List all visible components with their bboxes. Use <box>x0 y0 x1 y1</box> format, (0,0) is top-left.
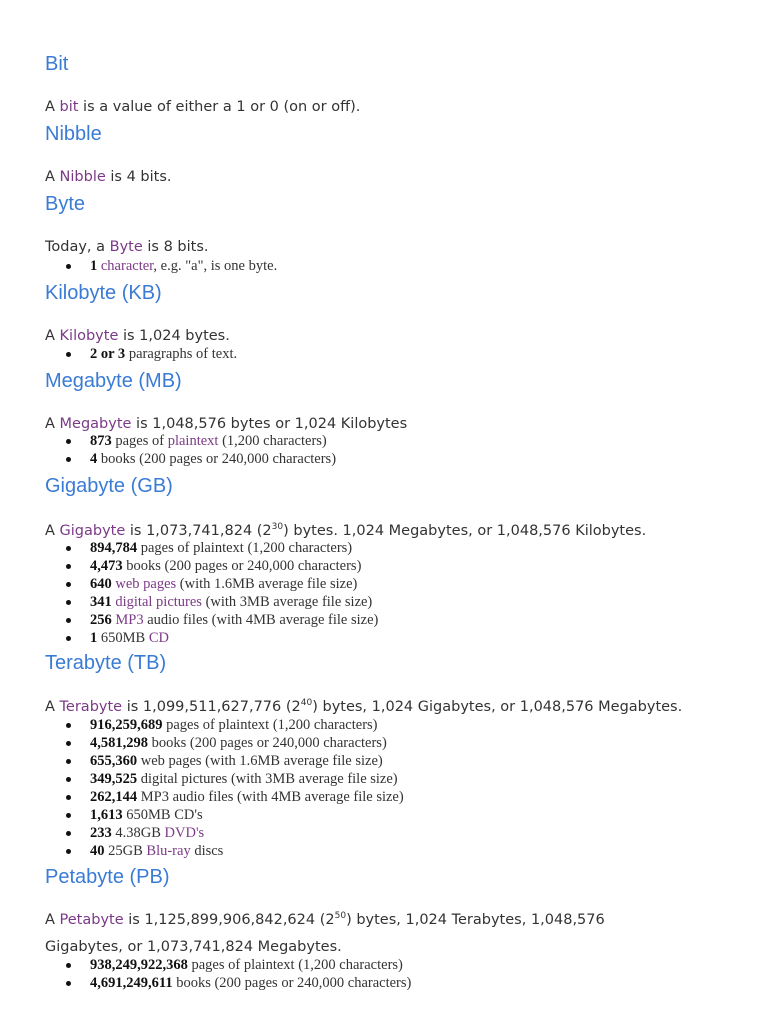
list-byte <box>65 257 277 275</box>
link-cd[interactable]: CD <box>148 630 169 646</box>
text: A <box>45 523 60 539</box>
item-number: 655,360 <box>90 753 138 769</box>
exponent: 40 <box>300 698 313 709</box>
item-text: digital pictures (with 3MB average file size) <box>137 771 398 787</box>
item-number: 916,259,689 <box>90 717 163 733</box>
item-number: 4,581,298 <box>90 735 148 751</box>
paragraph-petabyte-continued: Gigabytes, or 1,073,741,824 Megabytes. <box>45 939 342 955</box>
item-number: 640 <box>90 576 112 592</box>
list-item <box>65 575 378 593</box>
heading-terabyte: Terabyte (TB) <box>45 652 167 674</box>
item-number: 40 <box>90 843 105 859</box>
item-number: 2 or 3 <box>90 346 126 362</box>
link-petabyte[interactable]: Petabyte <box>59 912 124 928</box>
heading-petabyte: Petabyte (PB) <box>45 866 170 888</box>
heading-gigabyte: Gigabyte (GB) <box>45 475 173 497</box>
item-number: 1 <box>90 630 98 646</box>
item-text: pages of plaintext (1,200 characters) <box>162 717 378 733</box>
text: ) bytes. 1,024 Megabytes, or 1,048,576 Kilobytes. <box>283 523 647 539</box>
text: A <box>45 169 60 185</box>
list-item <box>65 557 378 575</box>
list-item <box>65 956 411 974</box>
heading-kilobyte: Kilobyte (KB) <box>45 282 162 304</box>
paragraph-gigabyte <box>45 521 646 541</box>
text: A <box>45 912 60 928</box>
item-text: pages of plaintext (1,200 characters) <box>137 540 353 556</box>
item-text: , e.g. "a", is one byte. <box>153 258 278 274</box>
text: is 1,099,511,627,776 (2 <box>122 699 301 715</box>
item-number: 938,249,922,368 <box>90 957 188 973</box>
heading-nibble: Nibble <box>45 123 102 145</box>
item-text: books (200 pages or 240,000 characters) <box>148 735 387 751</box>
list-item <box>65 450 336 468</box>
item-text: paragraphs of text. <box>125 346 238 362</box>
item-number: 349,525 <box>90 771 138 787</box>
text: is 1,048,576 bytes or 1,024 Kilobytes <box>131 416 408 432</box>
list-item <box>65 752 404 770</box>
item-number: 4,691,249,611 <box>90 975 173 991</box>
link-kilobyte[interactable]: Kilobyte <box>59 328 119 344</box>
paragraph-megabyte <box>45 414 407 434</box>
item-text: books (200 pages or 240,000 characters) <box>122 558 362 574</box>
text: is 1,024 bytes. <box>118 328 230 344</box>
list-item <box>65 974 411 992</box>
item-text: 650MB <box>97 630 149 646</box>
item-number: 1 <box>90 258 98 274</box>
item-text: discs <box>190 843 224 859</box>
item-number: 4,473 <box>90 558 123 574</box>
link-web-pages[interactable]: web pages <box>115 576 177 592</box>
link-byte[interactable]: Byte <box>109 239 143 255</box>
text: is 1,073,741,824 (2 <box>125 523 272 539</box>
item-text: (with 1.6MB average file size) <box>176 576 358 592</box>
item-text: (with 3MB average file size) <box>201 594 373 610</box>
heading-byte: Byte <box>45 193 86 215</box>
text: A <box>45 416 60 432</box>
paragraph-bit <box>45 97 360 117</box>
link-blu-ray[interactable]: Blu-ray <box>146 843 191 859</box>
paragraph-byte <box>45 237 209 257</box>
item-number: 4 <box>90 451 98 467</box>
text: is 4 bits. <box>105 169 172 185</box>
list-item <box>65 611 378 629</box>
item-number: 256 <box>90 612 112 628</box>
list-item <box>65 788 404 806</box>
list-item <box>65 257 277 275</box>
link-megabyte[interactable]: Megabyte <box>59 416 132 432</box>
item-number: 873 <box>90 433 112 449</box>
item-number: 262,144 <box>90 789 138 805</box>
text: A <box>45 328 60 344</box>
text: is 1,125,899,906,842,624 (2 <box>123 912 335 928</box>
text: ) bytes, 1,024 Terabytes, 1,048,576 <box>346 912 605 928</box>
list-item <box>65 716 404 734</box>
heading-megabyte: Megabyte (MB) <box>45 370 182 392</box>
list-item <box>65 593 378 611</box>
item-text: web pages (with 1.6MB average file size) <box>137 753 383 769</box>
text: Today, a <box>45 239 110 255</box>
list-petabyte <box>65 956 411 992</box>
item-text: MP3 audio files (with 4MB average file size) <box>137 789 404 805</box>
text: ) bytes, 1,024 Gigabytes, or 1,048,576 Megabytes. <box>312 699 683 715</box>
list-item <box>65 345 237 363</box>
item-text: books (200 pages or 240,000 characters) <box>172 975 412 991</box>
list-item <box>65 539 378 557</box>
exponent: 30 <box>271 522 284 533</box>
item-text: pages of plaintext (1,200 characters) <box>187 957 403 973</box>
text: is 8 bits. <box>142 239 209 255</box>
link-bit[interactable]: bit <box>59 99 79 115</box>
item-number: 1,613 <box>90 807 123 823</box>
paragraph-terabyte <box>45 697 682 717</box>
item-text: books (200 pages or 240,000 characters) <box>97 451 337 467</box>
link-dvds[interactable]: DVD's <box>164 825 205 841</box>
item-number: 894,784 <box>90 540 138 556</box>
item-number: 233 <box>90 825 112 841</box>
item-text: audio files (with 4MB average file size) <box>143 612 379 628</box>
link-plaintext[interactable]: plaintext <box>167 433 219 449</box>
paragraph-petabyte <box>45 910 605 930</box>
link-nibble[interactable]: Nibble <box>59 169 106 185</box>
list-item <box>65 770 404 788</box>
text: A <box>45 699 60 715</box>
link-character[interactable]: character <box>100 258 154 274</box>
item-text: 4.38GB <box>111 825 165 841</box>
paragraph-kilobyte <box>45 326 230 346</box>
link-terabyte[interactable]: Terabyte <box>59 699 123 715</box>
heading-bit: Bit <box>45 53 69 75</box>
item-number: 341 <box>90 594 112 610</box>
list-item <box>65 806 404 824</box>
list-terabyte <box>65 716 404 860</box>
exponent: 50 <box>334 911 347 922</box>
list-megabyte <box>65 432 336 468</box>
item-text: 25GB <box>104 843 147 859</box>
list-gigabyte <box>65 539 378 647</box>
item-text: 650MB CD's <box>122 807 203 823</box>
link-gigabyte[interactable]: Gigabyte <box>59 523 126 539</box>
link-digital-pictures[interactable]: digital pictures <box>115 594 202 610</box>
link-mp3[interactable]: MP3 <box>115 612 144 628</box>
item-text: (1,200 characters) <box>218 433 327 449</box>
list-item <box>65 629 378 647</box>
list-item <box>65 842 404 860</box>
text: A <box>45 99 60 115</box>
list-kilobyte <box>65 345 237 363</box>
item-text: pages of <box>111 433 168 449</box>
paragraph-nibble <box>45 167 171 187</box>
text: is a value of either a 1 or 0 (on or off). <box>78 99 361 115</box>
list-item <box>65 734 404 752</box>
list-item <box>65 432 336 450</box>
list-item <box>65 824 404 842</box>
